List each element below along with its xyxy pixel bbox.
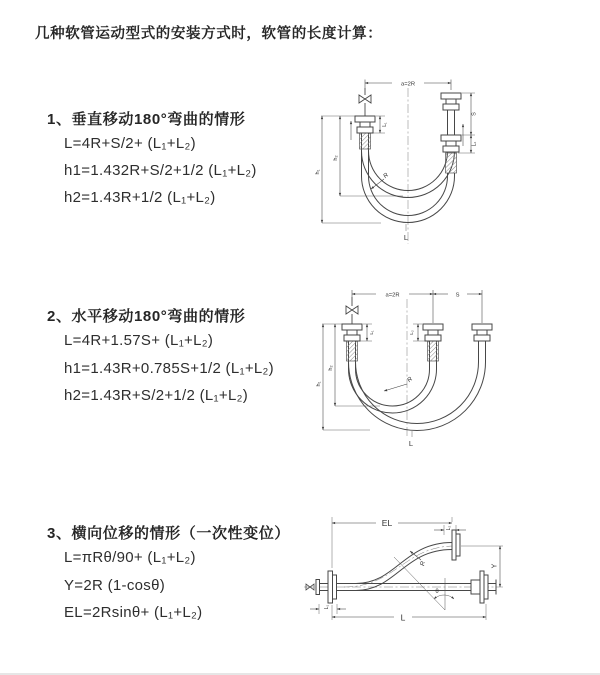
- dim-label-l1: L₁: [370, 330, 375, 335]
- hose-centerline: [344, 546, 455, 587]
- hose-outline: [337, 543, 472, 591]
- dim-label-l: L: [403, 233, 409, 242]
- page-title: 几种软管运动型式的安装方式时，软管的长度计算：: [35, 26, 383, 42]
- dim-label-r: R: [406, 375, 414, 384]
- dimension-lines: [310, 517, 503, 620]
- dim-label-l: L: [408, 439, 414, 448]
- dim-label-s: S: [471, 112, 478, 116]
- section-1-heading: 1、垂直移动180°弯曲的情形: [47, 111, 246, 128]
- flange-fittings: [342, 324, 492, 341]
- dim-label-r: R: [382, 171, 390, 180]
- dim-label-l1: L₁: [382, 122, 388, 127]
- valve-icon: [359, 88, 371, 116]
- dim-label-l2: L₂: [446, 525, 452, 531]
- dim-label-el: EL: [381, 518, 393, 528]
- section-3-formula-L: L=πRθ/90+ (L₁+L₂): [64, 549, 196, 566]
- dim-label-a2r: a=2R: [400, 81, 416, 88]
- diagram-horizontal-bend: [312, 284, 554, 464]
- dim-label-s: S: [455, 292, 460, 299]
- section-2-formula-h2: h2=1.43R+S/2+1/2 (L₁+L₂): [64, 387, 249, 404]
- section-2-heading: 2、水平移动180°弯曲的情形: [47, 308, 246, 325]
- section-3-formula-Y: Y=2R (1-cosθ): [64, 577, 166, 594]
- dim-label-h1: h₁: [315, 169, 321, 175]
- hose-outline: [349, 341, 486, 431]
- dim-label-theta: θ: [435, 589, 439, 595]
- dim-label-y: Y: [491, 563, 499, 569]
- section-2-formula-h1: h1=1.43R+0.785S+1/2 (L₁+L₂): [64, 360, 274, 377]
- dim-label-l2: L₂: [471, 141, 478, 147]
- diagram-lateral-displacement: [298, 508, 580, 643]
- valve-icon: [346, 297, 358, 324]
- dim-label-l: L: [400, 612, 406, 623]
- dim-label-h1: h₁: [316, 381, 322, 387]
- section-1-formula-L: L=4R+S/2+ (L₁+L₂): [64, 135, 196, 152]
- dim-label-l1: L₁: [324, 604, 330, 610]
- dim-label-l2: L₂: [410, 330, 415, 335]
- section-3-formula-EL: EL=2Rsinθ+ (L₁+L₂): [64, 604, 203, 621]
- section-2-formula-L: L=4R+1.57S+ (L₁+L₂): [64, 332, 214, 349]
- diagram-vertical-bend: [308, 76, 520, 256]
- section-1-formula-h2: h2=1.43R+1/2 (L₁+L₂): [64, 189, 216, 206]
- dim-label-a2r: a=2R: [385, 292, 400, 299]
- dim-label-h2: h₂: [333, 155, 339, 161]
- section-3-heading: 3、横向位移的情形（一次性变位）: [47, 525, 290, 542]
- section-1-formula-h1: h1=1.432R+S/2+1/2 (L₁+L₂): [64, 162, 257, 179]
- dim-label-r: R: [419, 560, 427, 567]
- dim-label-h2: h₂: [328, 365, 334, 371]
- braid-section: [347, 341, 439, 361]
